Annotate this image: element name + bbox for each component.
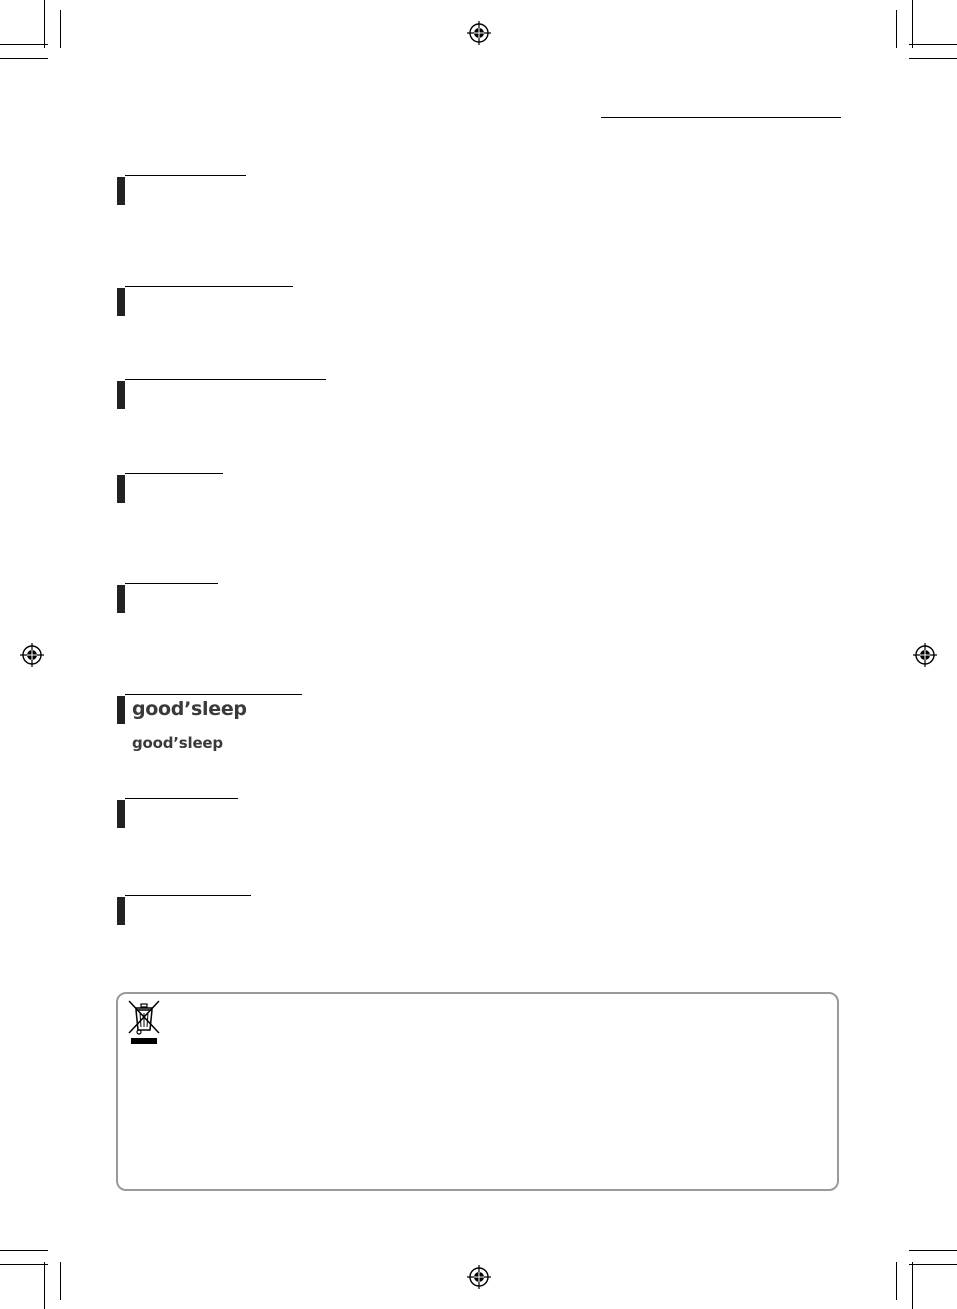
crop-mark [912, 0, 913, 48]
crop-mark [896, 10, 897, 48]
crop-mark [0, 1250, 48, 1251]
section-marker [117, 288, 125, 316]
crop-mark [60, 10, 61, 48]
crop-mark [44, 1262, 45, 1309]
crop-mark [0, 1264, 48, 1265]
section-rule [125, 583, 218, 584]
registration-mark-icon [467, 1265, 491, 1289]
section-marker [117, 897, 125, 925]
crop-mark [912, 1262, 913, 1309]
crossed-out-wheelie-bin-icon [126, 998, 162, 1046]
section-marker [117, 696, 125, 724]
section-rule [125, 175, 246, 176]
section-marker [117, 800, 125, 828]
crop-mark [896, 1262, 897, 1300]
section-rule [125, 379, 326, 380]
section-subtitle: good’sleep [132, 734, 223, 752]
crop-mark [0, 44, 48, 45]
registration-mark-icon [20, 643, 44, 667]
registration-mark-icon [913, 643, 937, 667]
crop-mark [909, 58, 957, 59]
crop-mark [909, 1264, 957, 1265]
section-marker [117, 177, 125, 205]
registration-mark-icon [467, 21, 491, 45]
section-marker [117, 585, 125, 613]
crop-mark [44, 0, 45, 48]
crop-mark [909, 1250, 957, 1251]
header-rule [601, 117, 841, 118]
crop-mark [909, 44, 957, 45]
crop-mark [60, 1262, 61, 1300]
crop-mark [0, 58, 48, 59]
section-title: good’sleep [132, 698, 247, 720]
section-rule [125, 473, 223, 474]
section-rule [125, 286, 293, 287]
section-marker [117, 381, 125, 409]
section-rule [125, 895, 251, 896]
section-rule [125, 694, 302, 695]
disposal-notice-box [116, 992, 839, 1191]
section-marker [117, 475, 125, 503]
section-rule [125, 798, 238, 799]
